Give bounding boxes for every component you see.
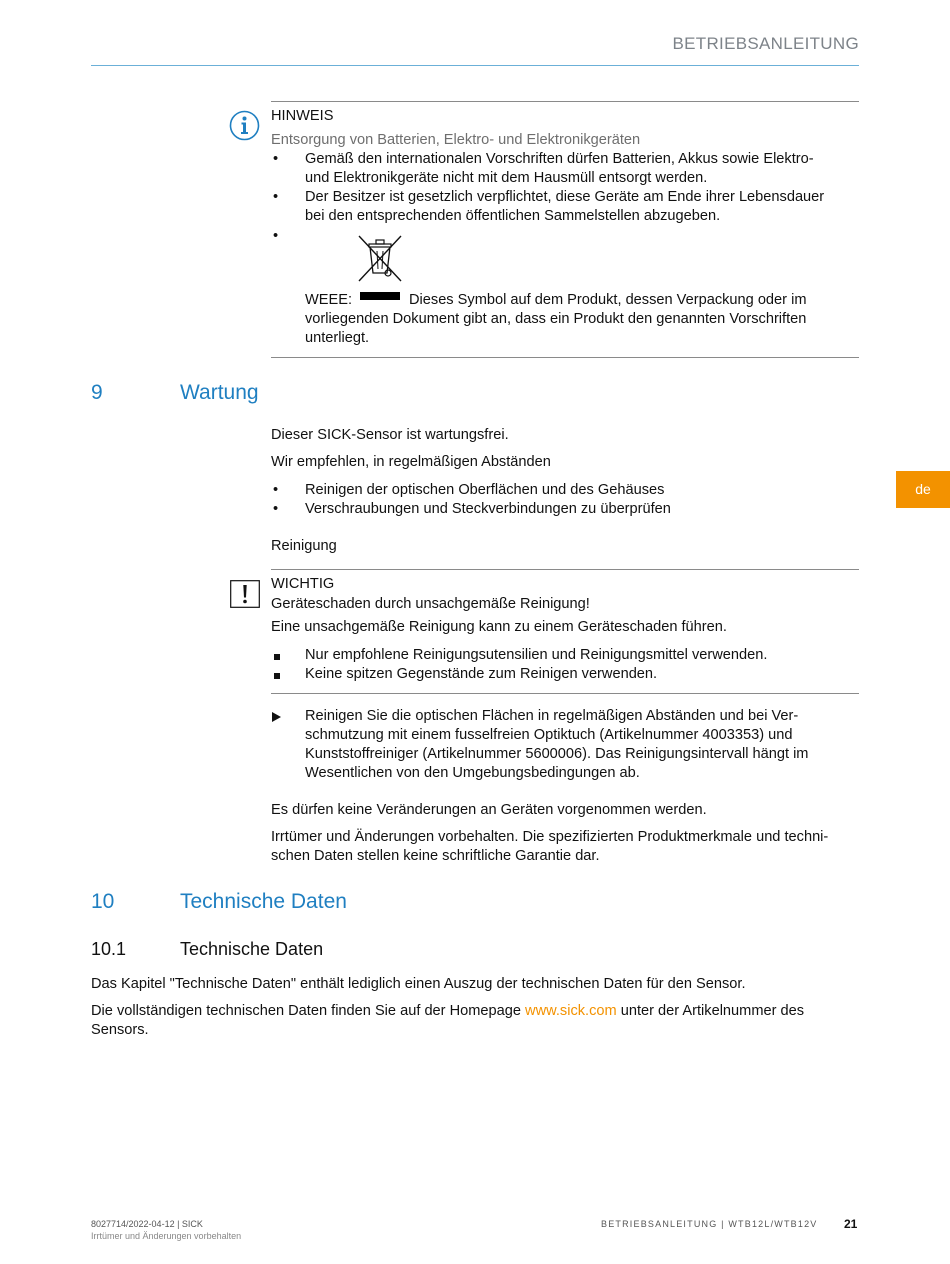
footer-disclaimer: Irrtümer und Änderungen vorbehalten <box>91 1231 242 1241</box>
section-9-number: 9 <box>91 381 103 404</box>
empty-bullet-marker: • <box>273 228 279 244</box>
warning-text: Eine unsachgemäße Reinigung kann zu einem Geräteschaden führen. <box>271 619 727 635</box>
disclaimer-paragraph: Irrtümer und Änderungen vorbehalten. Die spezifizierten Produktmerkmale und techni- schen Daten stellen keine schriftliche Garantie dar. <box>271 829 829 864</box>
subheading-reinigung: Reinigung <box>271 538 337 554</box>
running-header-title: BETRIEBSANLEITUNG <box>672 34 859 53</box>
paragraph: Es dürfen keine Veränderungen an Geräten vorgenommen werden. <box>271 802 707 818</box>
list-item: • Der Besitzer ist gesetzlich verpflichtet, diese Geräte am Ende ihrer Lebensdauer bei den entsprechenden öffentlichen Sammelstellen abzugeben. <box>271 188 859 226</box>
footer-doc-id: 8027714/2022-04-12 | SICK <box>91 1219 203 1229</box>
header-rule <box>91 65 859 66</box>
paragraph: Wir empfehlen, in regelmäßigen Abständen <box>271 454 551 470</box>
footer-doc-title: BETRIEBSANLEITUNG | WTB12L/WTB12V <box>601 1219 818 1229</box>
info-icon <box>229 110 260 141</box>
weee-black-bar <box>360 292 400 300</box>
warning-items <box>271 646 859 684</box>
weee-text-line1: Dieses Symbol auf dem Produkt, dessen Verpackung oder im <box>409 292 807 308</box>
notice-bullets <box>271 150 859 226</box>
maintenance-bullets <box>271 481 859 519</box>
weee-text-line2: vorliegenden Dokument gibt an, dass ein Produkt den genannten Vorschriften <box>305 311 807 327</box>
crossed-out-wheelie-bin-icon <box>354 231 406 285</box>
weee-label: WEEE: <box>305 292 353 308</box>
exclamation-icon <box>230 580 260 608</box>
warning-title: WICHTIG <box>271 576 335 592</box>
section-9-title: Wartung <box>180 381 259 404</box>
notice-subtitle: Entsorgung von Batterien, Elektro- und Elektronikgeräten <box>271 132 641 148</box>
instruction-arrow-icon <box>272 712 281 722</box>
list-item: • Gemäß den internationalen Vorschriften dürfen Batterien, Akkus sowie Elektro- und Elektronikgeräte nicht mit dem Hausmüll entsorgt werden. <box>271 150 859 188</box>
page-number: 21 <box>844 1217 858 1231</box>
list-item: Keine spitzen Gegenstände zum Reinigen verwenden. <box>271 665 859 684</box>
notice-bottom-rule <box>271 357 859 358</box>
warning-top-rule <box>271 569 859 570</box>
section-10-1-title: Technische Daten <box>180 939 324 959</box>
section-10-number: 10 <box>91 890 115 913</box>
list-item: • Verschraubungen und Steckverbindungen zu überprüfen <box>271 500 859 519</box>
paragraph: Dieser SICK-Sensor ist wartungsfrei. <box>271 427 509 443</box>
list-item: Nur empfohlene Reinigungsutensilien und Reinigungsmittel verwenden. <box>271 646 859 665</box>
paragraph: Das Kapitel "Technische Daten" enthält lediglich einen Auszug der technischen Daten für den Sensor. <box>91 976 746 992</box>
instruction-text: Reinigen Sie die optischen Flächen in regelmäßigen Abständen und bei Ver- schmutzung mit einem fusselfreien Optiktuch (Artikelnummer 4003353) und Kunststoffreiniger (Artikelnummer 5600006). Das Reinigungsintervall hängt im Wesentlichen von den Umgebungsbedingungen ab. <box>305 708 809 781</box>
notice-title: HINWEIS <box>271 108 334 124</box>
notice-top-rule <box>271 101 859 102</box>
section-10-title: Technische Daten <box>180 890 347 913</box>
weee-text-line3: unterliegt. <box>305 330 370 346</box>
section-10-1-number: 10.1 <box>91 939 127 959</box>
sick-homepage-link[interactable]: www.sick.com <box>525 1003 617 1019</box>
list-item: • Reinigen der optischen Oberflächen und des Gehäuses <box>271 481 859 500</box>
warning-bottom-rule <box>271 693 859 694</box>
homepage-paragraph: Die vollständigen technischen Daten finden Sie auf der Homepage www.sick.com unter der Artikelnummer des Sensors. <box>91 1003 805 1038</box>
language-tab-de[interactable]: de <box>896 471 950 508</box>
warning-subtitle: Geräteschaden durch unsachgemäße Reinigung! <box>271 596 590 612</box>
